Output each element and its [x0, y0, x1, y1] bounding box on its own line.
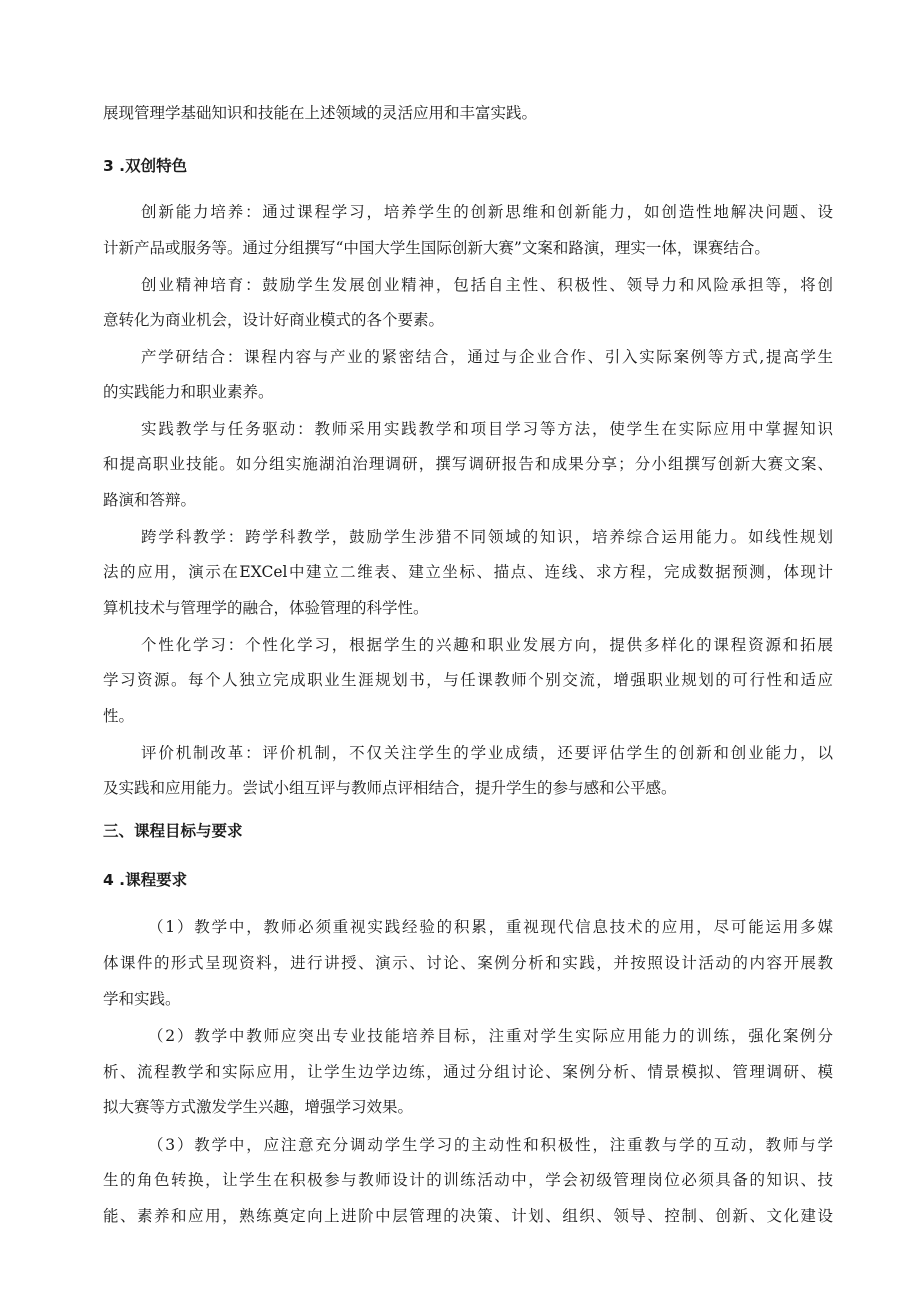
paragraph-line: 创业精神培育：鼓励学生发展创业精神，包括自主性、积极性、领导力和风险承担等，将创 — [141, 276, 833, 294]
requirement-line: 能、素养和应用，熟练奠定向上进阶中层管理的决策、计划、组织、领导、控制、创新、文化建设 — [103, 1207, 833, 1225]
paragraph-line: 学习资源。每个人独立完成职业生涯规划书，与任课教师个别交流，增强职业规划的可行性和适应 — [103, 671, 833, 689]
paragraph-line: 产学研结合：课程内容与产业的紧密结合，通过与企业合作、引入实际案例等方式,提高学生 — [141, 348, 833, 366]
paragraph-line: 实践教学与任务驱动：教师采用实践教学和项目学习等方法，使学生在实际应用中掌握知识 — [141, 420, 833, 438]
paragraph-line: 意转化为商业机会，设计好商业模式的各个要素。 — [103, 311, 445, 329]
requirement-line: （1）教学中，教师必须重视实践经验的积累，重视现代信息技术的应用，尽可能运用多媒 — [148, 918, 833, 936]
requirement-line: 体课件的形式呈现资料，进行讲授、演示、讨论、案例分析和实践，并按照设计活动的内容开展教 — [103, 954, 833, 972]
paragraph-line: 创新能力培养：通过课程学习，培养学生的创新思维和创新能力，如创造性地解决问题、设 — [141, 203, 833, 221]
paragraph-line: 算机技术与管理学的融合，体验管理的科学性。 — [103, 599, 429, 617]
paragraph-line: 性。 — [103, 707, 135, 725]
paragraph-line: 和提高职业技能。如分组实施湖泊治理调研，撰写调研报告和成果分享；分小组撰写创新大赛文案、 — [103, 455, 833, 473]
section-4-heading: 4 .课程要求 — [103, 871, 188, 889]
paragraph-line: 法的应用，演示在EXCel中建立二维表、建立坐标、描点、连线、求方程，完成数据预测，体现计 — [103, 563, 833, 581]
paragraph-line: 计新产品或服务等。通过分组撰写“中国大学生国际创新大赛”文案和路演，理实一体，课赛结合。 — [103, 239, 770, 257]
requirement-line: 学和实践。 — [103, 990, 181, 1008]
requirement-line: （3）教学中，应注意充分调动学生学习的主动性和积极性，注重教与学的互动，教师与学 — [148, 1136, 833, 1154]
paragraph-line: 个性化学习：个性化学习，根据学生的兴趣和职业发展方向，提供多样化的课程资源和拓展 — [141, 636, 833, 654]
paragraph-line: 路演和答辩。 — [103, 491, 197, 509]
intro-tail-line: 展现管理学基础知识和技能在上述领域的灵活应用和丰富实践。 — [103, 104, 538, 122]
section-3-heading: 3 .双创特色 — [103, 157, 188, 175]
paragraph-line: 及实践和应用能力。尝试小组互评与教师点评相结合，提升学生的参与感和公平感。 — [103, 779, 677, 797]
requirement-line: 拟大赛等方式激发学生兴趣，增强学习效果。 — [103, 1098, 414, 1116]
paragraph-line: 的实践能力和职业素养。 — [103, 383, 274, 401]
requirement-line: 生的角色转换，让学生在积极参与教师设计的训练活动中，学会初级管理岗位必须具备的知识、技 — [103, 1171, 833, 1189]
requirement-line: （2）教学中教师应突出专业技能培养目标，注重对学生实际应用能力的训练，强化案例分 — [148, 1027, 833, 1045]
chapter-3-heading: 三、课程目标与要求 — [103, 822, 243, 840]
requirement-line: 析、流程教学和实际应用，让学生边学边练，通过分组讨论、案例分析、情景模拟、管理调研、模 — [103, 1063, 833, 1081]
paragraph-line: 跨学科教学：跨学科教学，鼓励学生涉猎不同领域的知识，培养综合运用能力。如线性规划 — [141, 528, 833, 546]
paragraph-line: 评价机制改革：评价机制，不仅关注学生的学业成绩，还要评估学生的创新和创业能力，以 — [141, 744, 833, 762]
